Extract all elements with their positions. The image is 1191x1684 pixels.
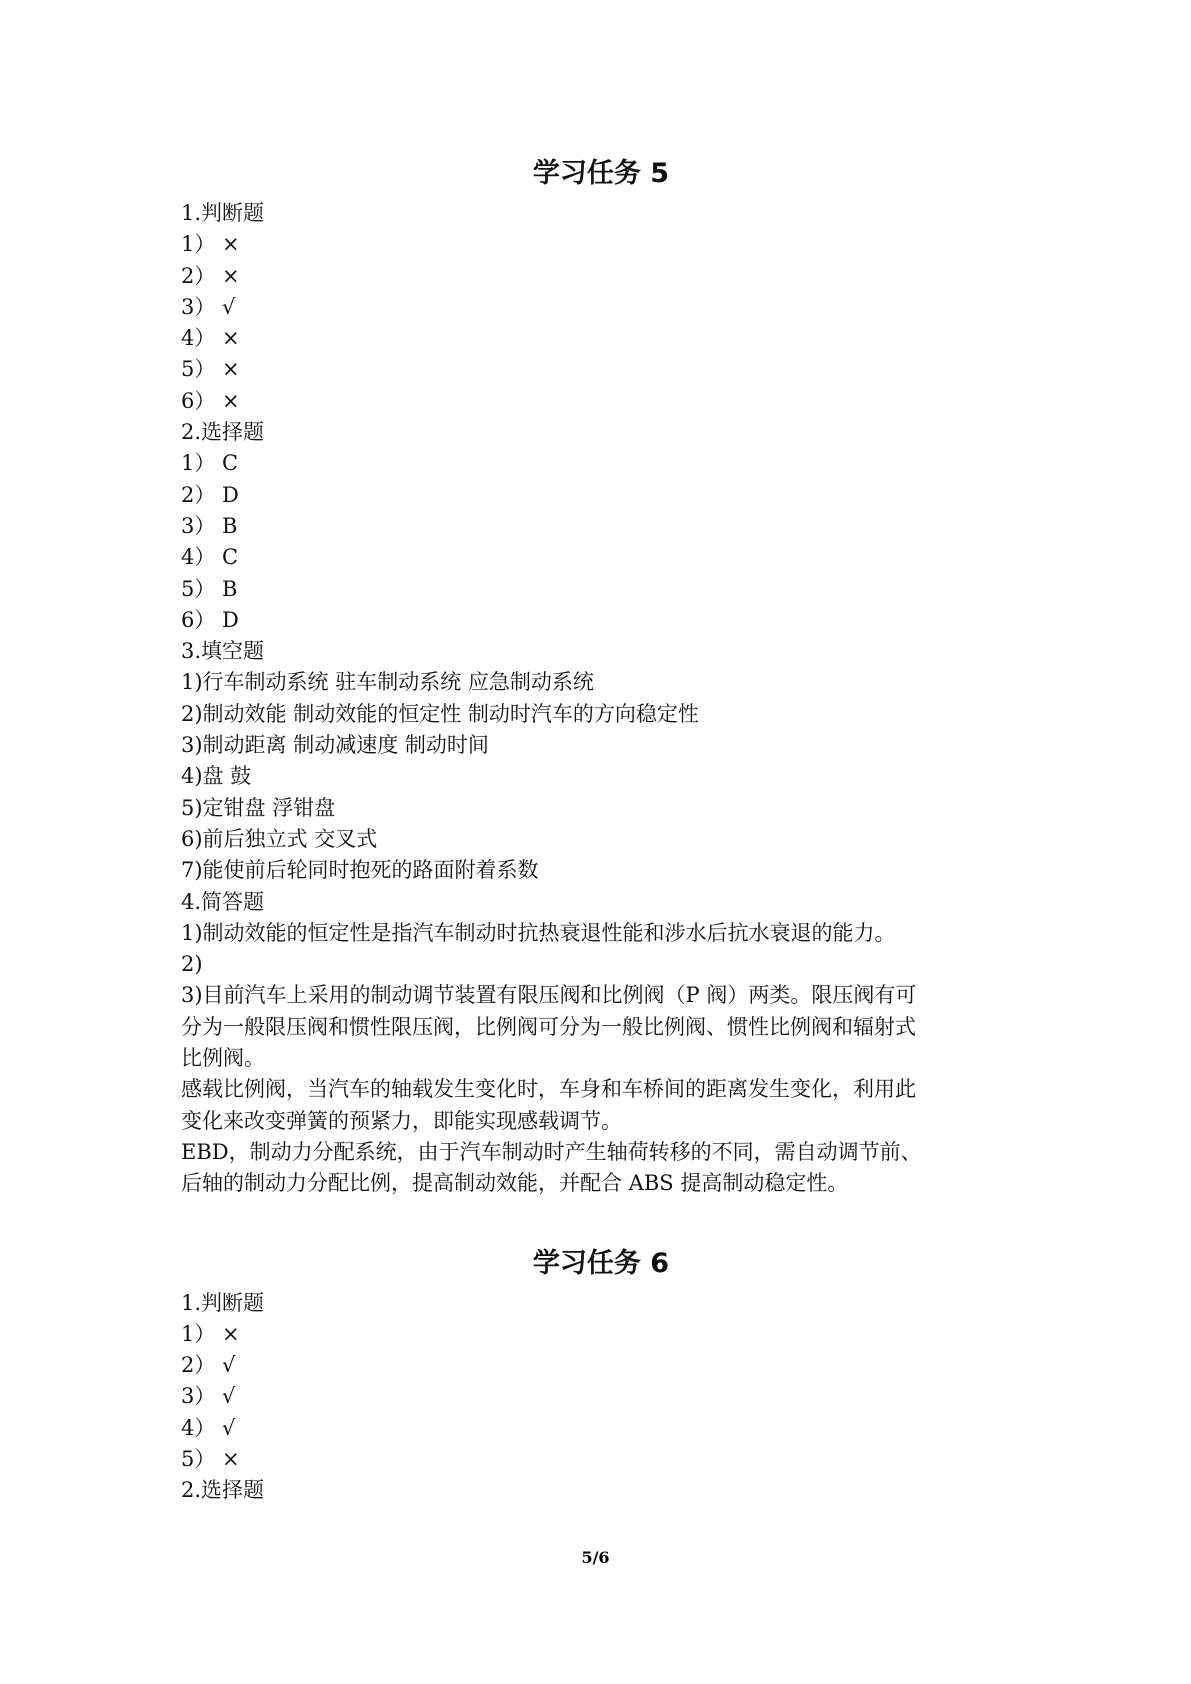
task5-fill-item: 7)能使前后轮同时抱死的路面附着系数: [181, 858, 539, 883]
task6-judgment-item: 5） ×: [181, 1446, 240, 1471]
task5-fill-item: 1)行车制动系统 驻车制动系统 应急制动系统: [181, 670, 594, 695]
task5-judgment-item: 1） ×: [181, 232, 240, 257]
task5-judgment-item: 6） ×: [181, 388, 240, 413]
task5-short-answer-line: 比例阀。: [181, 1046, 265, 1071]
task5-judgment-heading: 1.判断题: [181, 201, 265, 225]
task6-judgment-item: 1） ×: [181, 1321, 240, 1346]
task5-short-answer-line: 1)制动效能的恒定性是指汽车制动时抗热衰退性能和涉水后抗水衰退的能力。: [181, 920, 896, 945]
task5-choice-item: 3） B: [181, 513, 238, 538]
task5-short-answer-line: 感载比例阀，当汽车的轴载发生变化时，车身和车桥间的距离发生变化，利用此: [181, 1077, 916, 1102]
task5-short-answer-line: 后轴的制动力分配比例，提高制动效能，并配合 ABS 提高制动稳定性。: [181, 1171, 849, 1196]
task5-fill-heading: 3.填空题: [181, 639, 265, 664]
page-number: 5/6: [581, 1548, 610, 1567]
task5-choice-heading: 2.选择题: [181, 420, 265, 445]
task5-fill-item: 6)前后独立式 交叉式: [181, 826, 378, 851]
task5-fill-item: 5)定钳盘 浮钳盘: [181, 795, 336, 820]
task5-short-answer-heading: 4.简答题: [181, 889, 265, 914]
task5-short-answer-line: 变化来改变弹簧的预紧力，即能实现感载调节。: [181, 1108, 622, 1133]
task6-judgment-item: 3） √: [181, 1384, 236, 1409]
page-content: [181, 150, 1021, 1507]
task5-fill-item: 4)盘 鼓: [181, 764, 252, 789]
task6-judgment-heading: 1.判断题: [181, 1290, 265, 1315]
task5-judgment-item: 4） ×: [181, 326, 240, 351]
task5-judgment-item: 2） ×: [181, 263, 240, 288]
task5-choice-item: 6） D: [181, 607, 239, 632]
task5-short-answer-line: 2): [181, 952, 203, 977]
task6-judgment-item: 4） √: [181, 1415, 236, 1440]
task6-title: 学习任务 6: [532, 1247, 670, 1279]
task5-fill-item: 2)制动效能 制动效能的恒定性 制动时汽车的方向稳定性: [181, 701, 699, 726]
task5-choice-item: 1） C: [181, 451, 239, 476]
task5-title: 学习任务 5: [532, 158, 670, 189]
task5-short-answer-line: 分为一般限压阀和惯性限压阀，比例阀可分为一般比例阀、惯性比例阀和辐射式: [181, 1014, 916, 1039]
task6-choice-heading: 2.选择题: [181, 1478, 265, 1503]
task5-short-answer-line: EBD，制动力分配系统，由于汽车制动时产生轴荷转移的不同，需自动调节前、: [181, 1139, 922, 1164]
task5-choice-item: 2） D: [181, 482, 239, 507]
task5-judgment-item: 3） √: [181, 294, 236, 319]
task5-short-answer-line: 3)目前汽车上采用的制动调节装置有限压阀和比例阀（P 阀）两类。限压阀有可: [181, 983, 917, 1008]
task6-judgment-item: 2） √: [181, 1353, 236, 1378]
task5-judgment-item: 5） ×: [181, 357, 240, 382]
task5-choice-item: 4） C: [181, 545, 239, 570]
task5-choice-item: 5） B: [181, 576, 238, 601]
task5-fill-item: 3)制动距离 制动减速度 制动时间: [181, 733, 489, 758]
